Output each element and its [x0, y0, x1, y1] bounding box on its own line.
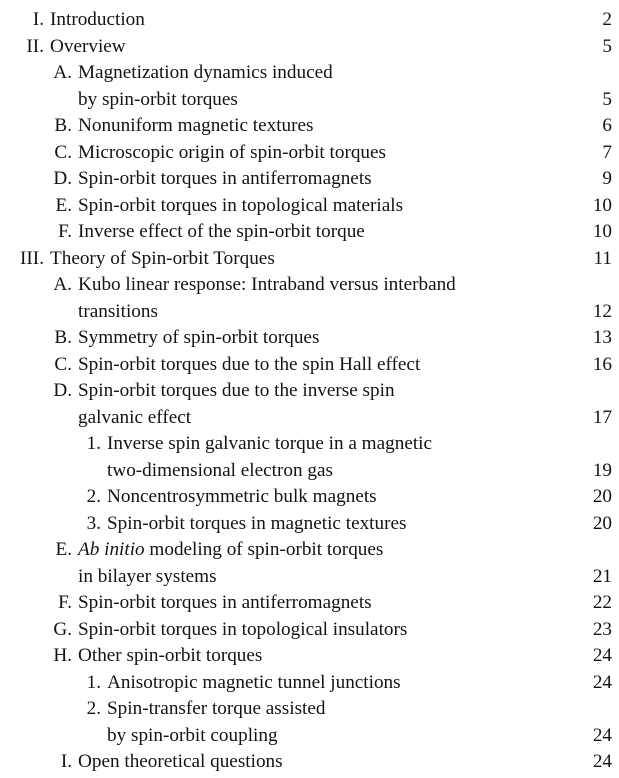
toc-entry-line [0, 537, 619, 564]
toc-entry-title: Symmetry of spin-orbit torques [78, 327, 320, 348]
toc-entry-label: 2. [86, 486, 101, 507]
toc-entry-title: Inverse spin galvanic torque in a magnetic [107, 433, 433, 454]
toc-entry[interactable] [0, 60, 619, 113]
toc-entry[interactable] [0, 34, 619, 61]
toc-entry-title: Kubo linear response: Intraband versus interband [78, 274, 456, 295]
toc-page-number: 7 [602, 141, 612, 163]
toc-entry[interactable] [0, 749, 619, 776]
toc-entry-line [0, 272, 619, 299]
toc-entry-title: Spin-orbit torques due to the inverse spin [78, 380, 395, 401]
toc-entry-title: Nonuniform magnetic textures [78, 115, 314, 136]
toc-page-number: 11 [593, 247, 612, 269]
toc-entry-label: C. [54, 141, 72, 163]
toc-entry-line [0, 643, 619, 670]
toc-entry-title-italic: Ab initio [78, 539, 145, 560]
toc-page-number: 23 [592, 618, 612, 640]
toc-entry-title: Theory of Spin-orbit Torques [50, 247, 275, 269]
toc-entry-label: F. [58, 221, 72, 242]
toc-page-number: 13 [592, 327, 612, 348]
toc-entry-line [0, 140, 619, 167]
toc-page-number: 22 [592, 592, 612, 613]
toc-page-number: 5 [602, 35, 612, 57]
toc-entry[interactable] [0, 272, 619, 325]
toc-entry-line [0, 378, 619, 405]
toc-entry-line [0, 113, 619, 140]
toc-entry[interactable] [0, 537, 619, 590]
toc-entry[interactable] [0, 590, 619, 617]
toc-entry-title: Spin-orbit torques in topological materials [78, 194, 404, 216]
toc-page-number: 19 [592, 459, 612, 481]
toc-entry-line [0, 60, 619, 87]
toc-entry-label: III. [20, 247, 44, 269]
toc-entry[interactable] [0, 7, 619, 34]
toc-page-number: 20 [592, 512, 612, 534]
toc-entry-label: 3. [86, 512, 101, 534]
toc-entry-label-spacer [0, 723, 107, 750]
toc-entry[interactable] [0, 484, 619, 511]
toc-entry-continuation [0, 458, 619, 485]
toc-entry-title: Spin-orbit torques due to the spin Hall effect [78, 353, 421, 375]
toc-entry-title: Anisotropic magnetic tunnel junctions [107, 671, 401, 693]
toc-entry-line [0, 193, 619, 220]
toc-entry[interactable] [0, 378, 619, 431]
toc-entry-line [0, 670, 619, 697]
toc-entry-title: Spin-orbit torques in topological insulators [78, 618, 408, 640]
toc-page-number: 10 [592, 194, 612, 216]
toc-page-number: 24 [592, 751, 612, 772]
toc-page-number: 24 [592, 645, 612, 666]
toc-entry-title: Open theoretical questions [78, 751, 283, 772]
toc-entry[interactable] [0, 670, 619, 697]
toc-page-number-blank [579, 696, 619, 723]
toc-page-number: 24 [592, 724, 612, 746]
toc-entry[interactable] [0, 352, 619, 379]
toc-entry-title: by spin-orbit coupling [107, 724, 278, 746]
toc-entry-line [0, 484, 619, 511]
toc-page-number: 12 [592, 300, 612, 322]
toc-entry-label: 1. [86, 671, 101, 693]
toc-entry-line [0, 696, 619, 723]
toc-entry[interactable] [0, 113, 619, 140]
toc-entry[interactable] [0, 511, 619, 538]
toc-page-number-blank [579, 537, 619, 564]
toc-entry-title: Spin-orbit torques in antiferromagnets [78, 592, 372, 613]
toc-entry-label: F. [58, 592, 72, 613]
toc-entry-title: two-dimensional electron gas [107, 459, 333, 481]
toc-page-number-blank [579, 431, 619, 458]
toc-page-number: 17 [592, 406, 612, 428]
toc-page-number: 5 [602, 88, 612, 110]
toc-entry[interactable] [0, 643, 619, 670]
toc-entry-label: H. [53, 645, 72, 666]
toc-entry-line [0, 325, 619, 352]
toc-entry-label: I. [60, 751, 72, 772]
toc-entry-label: B. [54, 115, 72, 136]
toc-entry-label: C. [54, 353, 72, 375]
toc-entry-line [0, 511, 619, 538]
toc-page-number: 20 [592, 486, 612, 507]
toc-entry-continuation [0, 405, 619, 432]
toc-entry-label: I. [32, 9, 44, 30]
toc-entry-label: II. [26, 35, 44, 57]
toc-entry-label: E. [55, 194, 72, 216]
toc-entry-title: in bilayer systems [78, 565, 217, 587]
toc-entry-label: B. [54, 327, 72, 348]
toc-entry[interactable] [0, 166, 619, 193]
toc-entry-label: A. [53, 62, 72, 83]
toc-entry-label: D. [53, 380, 72, 401]
toc-entry-line [0, 219, 619, 246]
toc-entry-line [0, 34, 619, 61]
toc-entry-title: by spin-orbit torques [78, 88, 238, 110]
toc-page-number-blank [579, 272, 619, 299]
toc-entry-line [0, 431, 619, 458]
toc-entry[interactable] [0, 431, 619, 484]
toc-entry[interactable] [0, 325, 619, 352]
toc-entry[interactable] [0, 696, 619, 749]
toc-entry-title: Spin-orbit torques in antiferromagnets [78, 168, 372, 189]
toc-entry[interactable] [0, 193, 619, 220]
toc-entry-title: transitions [78, 300, 158, 322]
toc-entry-title: Spin-transfer torque assisted [107, 698, 326, 719]
toc-entry-line [0, 246, 619, 273]
toc-entry-line [0, 617, 619, 644]
toc-page-number-blank [579, 60, 619, 87]
toc-entry-label: 1. [86, 433, 101, 454]
toc-entry[interactable] [0, 617, 619, 644]
toc-entry-title: Inverse effect of the spin-orbit torque [78, 221, 365, 242]
toc-entry-line [0, 352, 619, 379]
toc-entry[interactable] [0, 140, 619, 167]
toc-entry-label-spacer [0, 299, 78, 326]
toc-entry-continuation [0, 87, 619, 114]
toc-entry-continuation [0, 564, 619, 591]
toc-entry-line [0, 749, 619, 776]
toc-entry-continuation [0, 299, 619, 326]
toc-page-number: 24 [592, 671, 612, 693]
toc-page-number: 10 [592, 221, 612, 242]
toc-entry-title: Ab initio modeling of spin-orbit torques [78, 539, 384, 560]
toc-page-number: 2 [602, 9, 612, 30]
toc-entry-label-spacer [0, 564, 78, 591]
toc-entry-label-spacer [0, 87, 78, 114]
toc-entry-title: Spin-orbit torques in magnetic textures [107, 512, 407, 534]
toc-page-number: 21 [592, 565, 612, 587]
toc-entry-title: Overview [50, 35, 126, 57]
toc-entry-title: Noncentrosymmetric bulk magnets [107, 486, 377, 507]
toc-entry-label-spacer [0, 458, 107, 485]
toc-entry-line [0, 7, 619, 34]
toc-entry-title: galvanic effect [78, 406, 192, 428]
toc-entry-title: Magnetization dynamics induced [78, 62, 333, 83]
toc-entry-label: D. [53, 168, 72, 189]
toc-entry[interactable] [0, 219, 619, 246]
toc-page-number: 9 [602, 168, 612, 189]
toc-entry-label: A. [53, 274, 72, 295]
toc-entry-title: Introduction [50, 9, 145, 30]
toc-entry-continuation [0, 723, 619, 750]
toc-page-number-blank [579, 378, 619, 405]
toc-entry-label-spacer [0, 405, 78, 432]
toc-entry-label: E. [55, 539, 72, 560]
toc-page-number: 16 [592, 353, 612, 375]
toc-entry-label: G. [53, 618, 72, 640]
toc-page-number: 6 [602, 115, 612, 136]
toc-entry-title: Other spin-orbit torques [78, 645, 263, 666]
toc-entry[interactable] [0, 246, 619, 273]
toc-entry-title: Microscopic origin of spin-orbit torques [78, 141, 387, 163]
toc-entry-label: 2. [86, 698, 101, 719]
toc-entry-line [0, 166, 619, 193]
toc-entry-line [0, 590, 619, 617]
